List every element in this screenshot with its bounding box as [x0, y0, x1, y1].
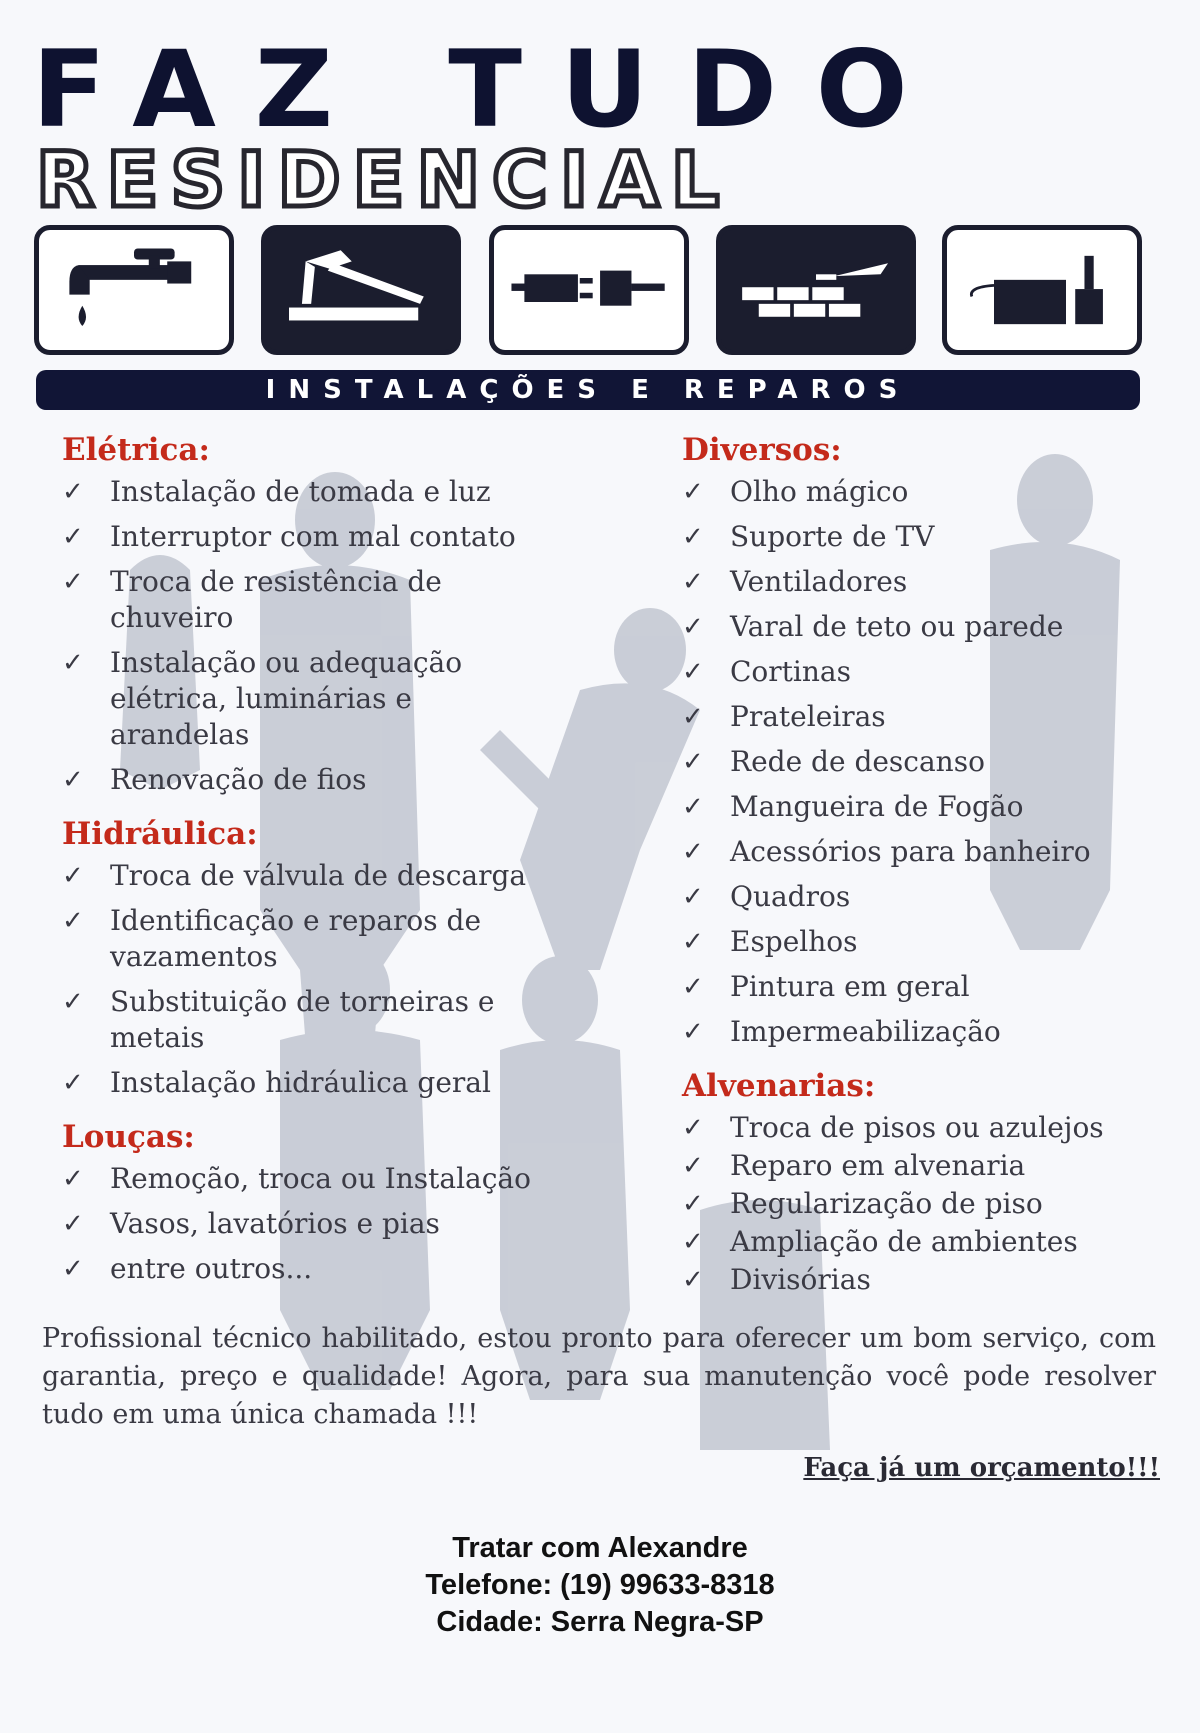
- list-item: ✓ Divisórias: [682, 1263, 871, 1296]
- paint-bucket-brush-icon: [942, 225, 1142, 355]
- list-item: ✓ Troca de válvula de descarga: [62, 859, 527, 892]
- list-item: ✓ Varal de teto ou parede: [682, 610, 1064, 643]
- check-icon: ✓: [62, 1254, 84, 1284]
- contact-phone: Telefone: (19) 99633-8318: [425, 1569, 775, 1601]
- faucet-icon: [34, 225, 234, 355]
- check-icon: ✓: [62, 765, 84, 795]
- list-item: ✓ Troca de resistência de chuveiro: [62, 565, 442, 634]
- contact-info: [0, 1530, 1200, 1641]
- list-item: ✓ Troca de pisos ou azulejos: [682, 1111, 1104, 1144]
- list-item: ✓ Rede de descanso: [682, 745, 985, 778]
- hammer-icon: [261, 225, 461, 355]
- quote-call-to-action: Faça já um orçamento!!!: [803, 1453, 1160, 1483]
- list-item: ✓ Interruptor com mal contato: [62, 520, 516, 553]
- section-eletrica: [62, 430, 622, 798]
- list-item: ✓ Regularização de piso: [682, 1187, 1043, 1220]
- services-banner: INSTALAÇÕES E REPAROS: [36, 370, 1140, 410]
- check-icon: ✓: [682, 1227, 704, 1257]
- section-alvenarias: [682, 1066, 1182, 1298]
- section-title: Louças:: [62, 1119, 195, 1155]
- section-hidraulica: [62, 814, 622, 1101]
- list-item: ✓ Remoção, troca ou Instalação: [62, 1162, 531, 1195]
- list-item: ✓ Instalação ou adequação elétrica, luminárias e arandelas: [62, 646, 463, 751]
- flyer-title-sub: RESIDENCIAL: [36, 135, 732, 224]
- check-icon: ✓: [62, 567, 84, 597]
- list-item: ✓ Mangueira de Fogão: [682, 790, 1024, 823]
- check-icon: ✓: [682, 747, 704, 777]
- check-icon: ✓: [62, 1068, 84, 1098]
- check-icon: ✓: [682, 1189, 704, 1219]
- list-item: ✓ Ampliação de ambientes: [682, 1225, 1078, 1258]
- list-item: ✓ Cortinas: [682, 655, 851, 688]
- list-item: ✓ Instalação de tomada e luz: [62, 475, 491, 508]
- check-icon: ✓: [682, 612, 704, 642]
- right-service-column: [682, 430, 1182, 1314]
- list-item: ✓ Impermeabilização: [682, 1015, 1001, 1048]
- list-item: ✓ Olho mágico: [682, 475, 909, 508]
- flyer-title-main: FAZ TUDO: [32, 28, 947, 151]
- contact-city: Cidade: Serra Negra-SP: [436, 1606, 764, 1638]
- list-item: ✓ Espelhos: [682, 925, 858, 958]
- check-icon: ✓: [62, 861, 84, 891]
- list-item: ✓ Reparo em alvenaria: [682, 1149, 1026, 1182]
- list-item: ✓ Ventiladores: [682, 565, 908, 598]
- check-icon: ✓: [682, 477, 704, 507]
- check-icon: ✓: [682, 567, 704, 597]
- check-icon: ✓: [682, 1017, 704, 1047]
- check-icon: ✓: [62, 1209, 84, 1239]
- check-icon: ✓: [62, 1164, 84, 1194]
- list-item: ✓ Substituição de torneiras e metais: [62, 985, 495, 1054]
- list-item: ✓ Suporte de TV: [682, 520, 935, 553]
- check-icon: ✓: [682, 702, 704, 732]
- check-icon: ✓: [62, 987, 84, 1017]
- brick-trowel-icon: [716, 225, 916, 355]
- contact-name: Tratar com Alexandre: [452, 1532, 748, 1564]
- service-icons-row: [34, 225, 1144, 357]
- check-icon: ✓: [682, 927, 704, 957]
- list-item: ✓ Instalação hidráulica geral: [62, 1066, 491, 1099]
- check-icon: ✓: [682, 1151, 704, 1181]
- list-item: ✓ Renovação de fios: [62, 763, 367, 796]
- list-item: ✓ Acessórios para banheiro: [682, 835, 1091, 868]
- check-icon: ✓: [682, 522, 704, 552]
- section-loucas: [62, 1117, 622, 1287]
- section-title: Alvenarias:: [682, 1068, 876, 1104]
- list-item: ✓ Vasos, lavatórios e pias: [62, 1207, 440, 1240]
- section-title: Hidráulica:: [62, 816, 258, 852]
- check-icon: ✓: [682, 657, 704, 687]
- section-diversos: [682, 430, 1182, 1050]
- left-service-column: [62, 430, 622, 1303]
- list-item: ✓ entre outros...: [62, 1252, 313, 1285]
- check-icon: ✓: [62, 522, 84, 552]
- list-item: ✓ Quadros: [682, 880, 851, 913]
- check-icon: ✓: [682, 1265, 704, 1295]
- section-title: Diversos:: [682, 432, 842, 468]
- check-icon: ✓: [62, 648, 84, 678]
- check-icon: ✓: [682, 837, 704, 867]
- professional-description: Profissional técnico habilitado, estou pronto para oferecer um bom serviço, com garantia, preço e qualidade! Agora, para sua manutenção você pode resolver tudo em uma única chamada !!!: [42, 1323, 1156, 1430]
- check-icon: ✓: [682, 1113, 704, 1143]
- check-icon: ✓: [682, 972, 704, 1002]
- list-item: ✓ Prateleiras: [682, 700, 886, 733]
- check-icon: ✓: [682, 792, 704, 822]
- check-icon: ✓: [682, 882, 704, 912]
- section-title: Elétrica:: [62, 432, 210, 468]
- list-item: ✓ Identificação e reparos de vazamentos: [62, 904, 482, 973]
- check-icon: ✓: [62, 477, 84, 507]
- list-item: ✓ Pintura em geral: [682, 970, 970, 1003]
- check-icon: ✓: [62, 906, 84, 936]
- power-plug-icon: [489, 225, 689, 355]
